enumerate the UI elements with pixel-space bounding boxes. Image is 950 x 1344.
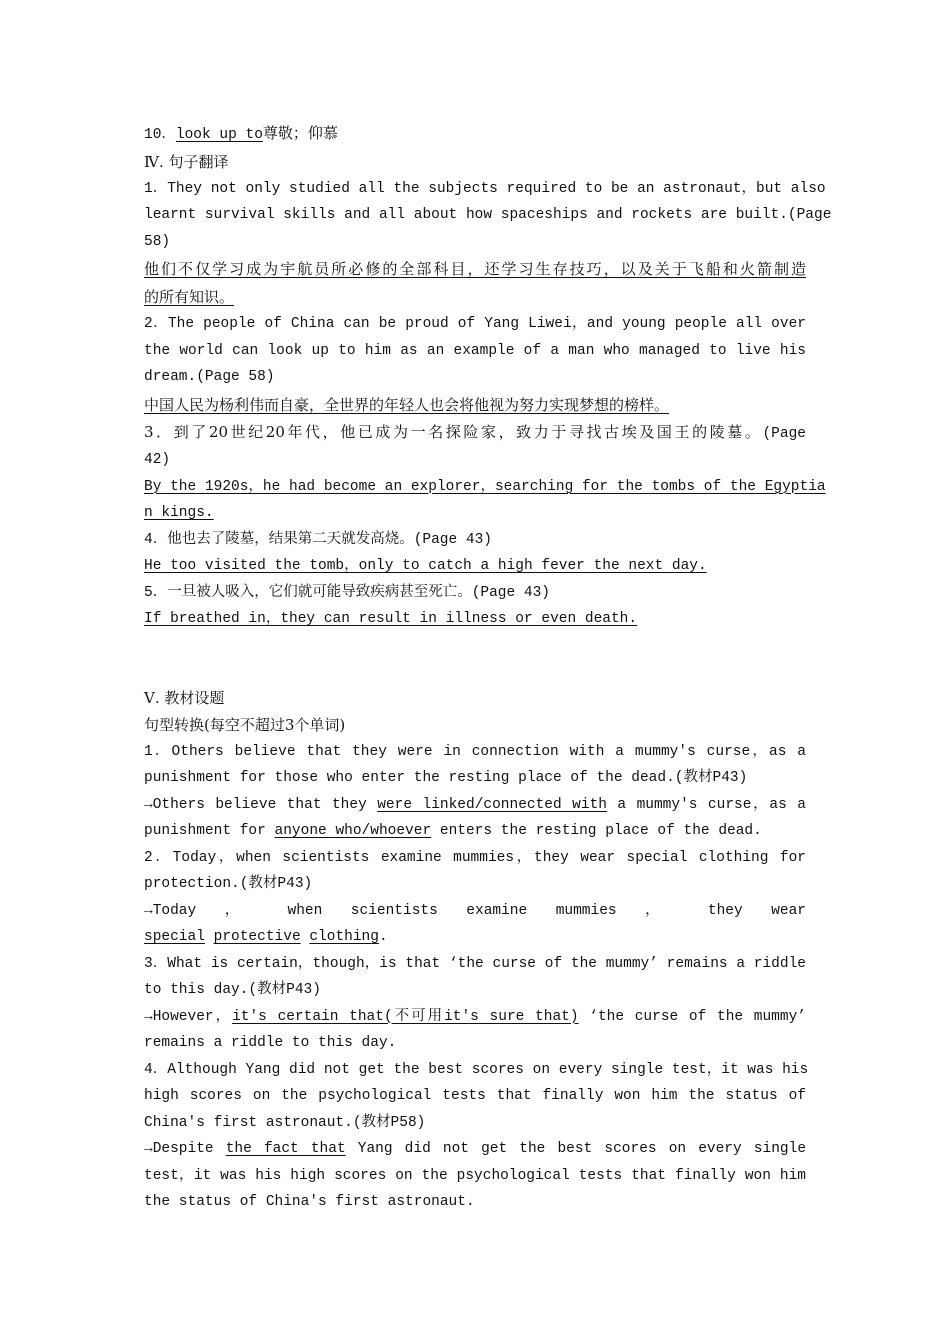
rewrite-text: →However， [144,1008,233,1025]
s5-q4-line: China's first astronaut.(教材P58) [144,1114,426,1131]
s4-q1-answer [144,255,806,283]
s5-q1-rewrite [144,818,806,845]
blank-answer: protective [213,929,301,945]
s5-q1-rewrite [144,792,806,819]
blank-answer: were linked/connected with [377,796,607,813]
s5-q2-rewrite: →Today ， when scientists examine mummies ， they wear [144,902,806,919]
answer-text: By the 1920s，he had become an explorer，searching for the tombs of the Egyptia [144,478,826,495]
vocab-number: 10． [144,127,176,143]
section-5-subheading: 句型转换(每空不超过3个单词) [144,715,346,734]
s5-q4-rewrite [144,1136,806,1163]
rewrite-text: punishment for [144,823,266,839]
s4-q3-line: 42) [144,452,171,468]
rewrite-text: →Others believe that they [144,796,367,813]
s5-q1-line: punishment for those who enter the resting place of the dead.(教材P43) [144,770,748,786]
blank-answer: special [144,929,205,945]
s5-q4-rewrite: test，it was his high scores on the psychological tests that finally won him [144,1167,806,1184]
s4-q1-line: 58) [144,233,171,250]
s4-q5-answer [144,606,806,633]
answer-text: He too visited the tomb，only to catch a high fever the next day. [144,558,707,574]
answer-text: If breathed in，they can result in illness or even death. [144,611,638,627]
rewrite-text: →Despite [144,1141,214,1157]
s5-q3-rewrite [144,1004,806,1031]
rewrite-text: Yang did not get the best scores on every single [357,1141,807,1157]
s5-q2-line: protection.(教材P43) [144,876,313,892]
rewrite-text: enters the resting place of the dead. [439,823,762,839]
blank-answer: the fact that [225,1141,346,1157]
s5-q1-line: 1．Others believe that they were in connection with a mummy's curse，as a [144,743,806,760]
s5-q4-line: high scores on the psychological tests that finally won him the status of [144,1088,806,1104]
s5-q4-line: 4．Although Yang did not get the best scores on every single test，it was his [144,1061,809,1078]
answer-text: 中国人民为杨利伟而自豪，全世界的年轻人也会将他视为努力实现梦想的榜样。 [144,395,670,414]
s4-q2-line: dream.(Page 58) [144,369,275,385]
s4-q1-line: 1．They not only studied all the subjects required to be an astronaut，but also [144,180,826,197]
vocab-meaning: 尊敬；仰慕 [262,124,338,142]
s4-q1-answer [144,283,806,311]
section-gap [144,633,806,685]
vocab-phrase: look up to [175,127,263,143]
s5-q2-line: 2．Today，when scientists examine mummies，they wear special clothing for [144,849,806,866]
blank-answer: clothing [309,929,379,945]
s5-q3-line: to this day.(教材P43) [144,982,321,998]
answer-text: 他们不仅学习成为宇航员所必修的全部科目，还学习生存技巧，以及关于飞船和火箭制造 [144,260,806,278]
section-4-heading: Ⅳ. 句子翻译 [144,152,229,171]
rewrite-text: . [378,929,388,945]
s5-q3-rewrite: remains a riddle to this day. [144,1035,397,1051]
document-content [144,120,832,1216]
s4-q2-answer [144,391,806,419]
s4-q1-line: learnt survival skills and all about how spaceships and rockets are built.(Page [144,207,832,223]
answer-text: n kings. [144,505,214,521]
s5-q2-rewrite [144,924,806,951]
blank-answer: it's certain that(不可用it's sure that) [232,1008,579,1025]
vocab-item-10 [144,120,806,149]
question-page: (Page [762,425,806,442]
s5-q3-line: 3．What is certain，though，is that ‘the curse of the mummy’ remains a riddle [144,955,806,972]
blank-answer: anyone who/whoever [274,823,432,839]
s4-q3-line [144,419,806,448]
s4-q2-line: 2．The people of China can be proud of Yang Liwei，and young people all over [144,316,806,332]
s4-q3-answer [144,500,806,527]
s4-q2-line: the world can look up to him as an example of a man who managed to live his [144,342,806,359]
s4-q3-answer [144,474,826,501]
answer-text: 的所有知识。 [144,288,235,306]
s4-q5-line: 5．一旦被人吸入，它们就可能导致疾病甚至死亡。(Page 43) [144,584,551,601]
rewrite-text: a mummy's curse，as a [617,796,806,813]
rewrite-text: ‘the curse of the mummy’ [578,1008,806,1025]
section-5-heading: Ⅴ. 教材设题 [144,688,225,707]
s4-q4-line: 4．他也去了陵墓，结果第二天就发高烧。(Page 43) [144,531,493,548]
s5-q4-rewrite: the status of China's first astronaut. [144,1194,475,1210]
s4-q4-answer [144,553,806,580]
question-text: 3．到了20世纪20年代，他已成为一名探险家，致力于寻找古埃及国王的陵墓。 [144,422,763,441]
